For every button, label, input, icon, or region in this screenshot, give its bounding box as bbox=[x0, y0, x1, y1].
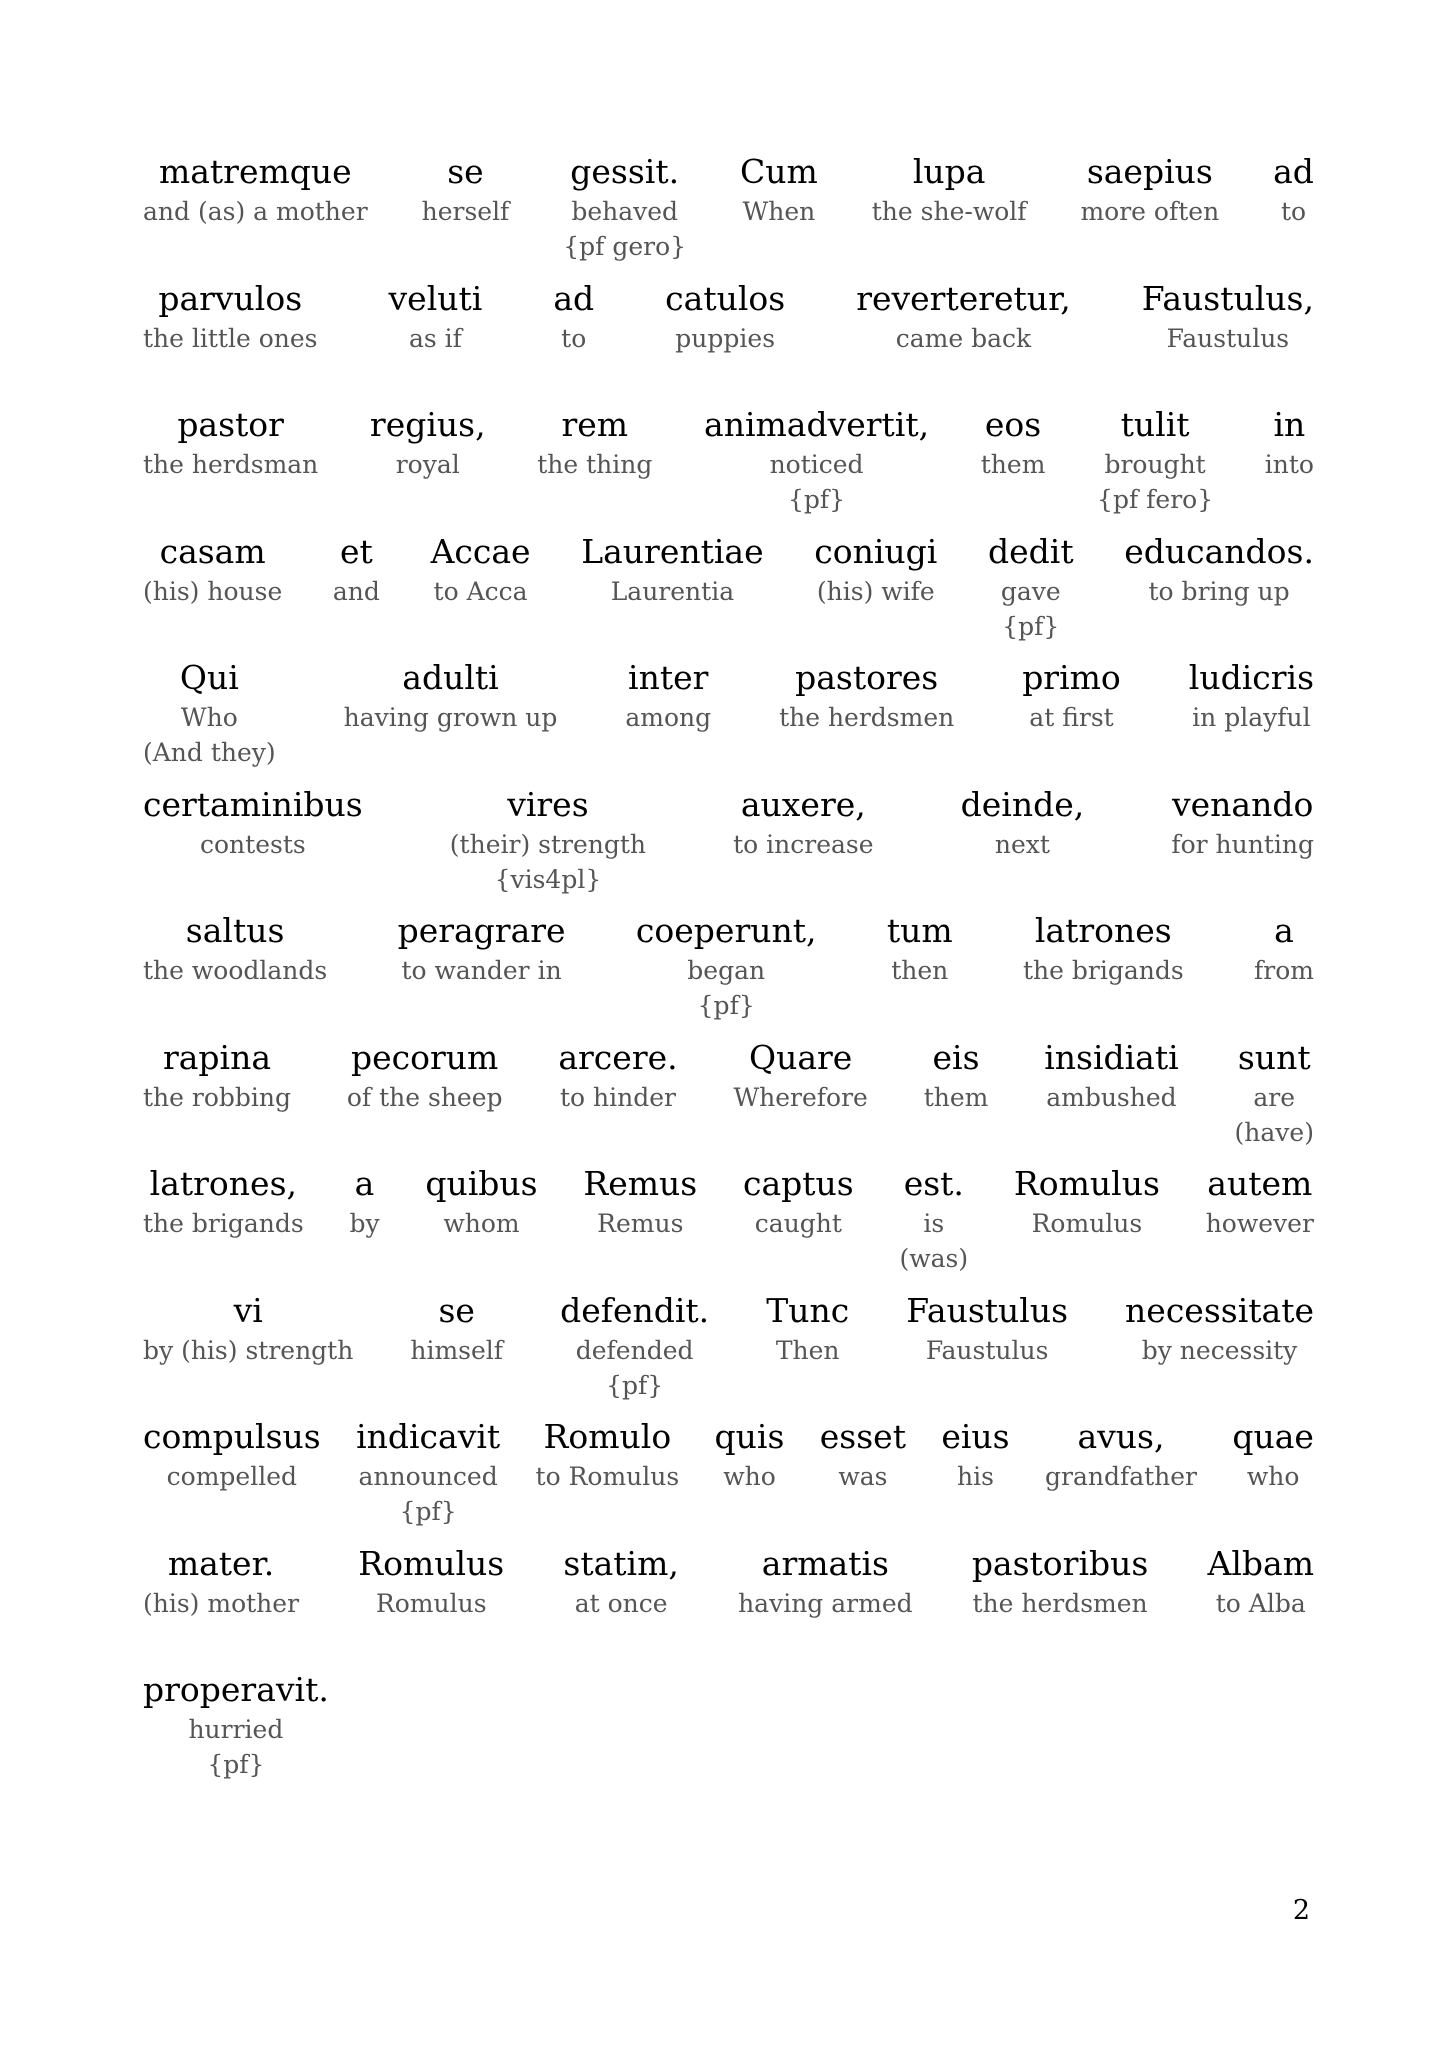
english-gloss: the woodlands bbox=[143, 956, 328, 985]
grammar-note: {pf} bbox=[399, 1497, 457, 1526]
interlinear-line bbox=[143, 909, 1314, 1023]
english-gloss: (his) mother bbox=[143, 1589, 300, 1618]
latin-word: in bbox=[1273, 405, 1306, 444]
latin-word: ad bbox=[553, 279, 595, 318]
english-gloss: the brigands bbox=[1022, 956, 1184, 985]
english-gloss: by bbox=[349, 1209, 380, 1238]
word-group bbox=[856, 277, 1071, 356]
latin-word: Faustulus, bbox=[1141, 279, 1314, 318]
english-gloss: from bbox=[1254, 956, 1314, 985]
latin-word: educandos. bbox=[1124, 532, 1314, 571]
latin-word: pastor bbox=[177, 405, 284, 444]
latin-word: Romulus bbox=[358, 1544, 505, 1583]
latin-word: inter bbox=[628, 658, 709, 697]
interlinear-line bbox=[143, 656, 1314, 770]
latin-word: arcere. bbox=[558, 1038, 678, 1077]
grammar-note: {pf} bbox=[606, 1371, 664, 1400]
latin-word: est. bbox=[903, 1164, 964, 1203]
grammar-note: {pf gero} bbox=[563, 232, 687, 261]
word-group bbox=[370, 403, 486, 482]
english-gloss: to Alba bbox=[1215, 1589, 1306, 1618]
english-gloss: having grown up bbox=[343, 703, 558, 732]
latin-word: pecorum bbox=[351, 1038, 499, 1077]
english-gloss: the thing bbox=[537, 450, 653, 479]
english-gloss: himself bbox=[410, 1336, 504, 1365]
interlinear-line bbox=[143, 1162, 1314, 1276]
latin-word: pastoribus bbox=[971, 1544, 1149, 1583]
english-gloss: grandfather bbox=[1044, 1462, 1197, 1491]
latin-word: a bbox=[1274, 911, 1294, 950]
interlinear-line bbox=[143, 403, 1314, 517]
word-group bbox=[704, 403, 929, 517]
english-gloss: Who bbox=[180, 703, 238, 732]
word-group bbox=[563, 1542, 678, 1621]
interlinear-line bbox=[143, 783, 1314, 897]
english-gloss: royal bbox=[395, 450, 460, 479]
english-gloss: among bbox=[625, 703, 712, 732]
word-group bbox=[972, 1542, 1149, 1621]
english-gloss: defended bbox=[575, 1336, 694, 1365]
grammar-note: {pf} bbox=[207, 1750, 265, 1779]
word-group bbox=[344, 656, 558, 735]
grammar-note: {pf} bbox=[788, 485, 846, 514]
latin-word: catulos bbox=[665, 279, 786, 318]
latin-word: a bbox=[354, 1164, 375, 1203]
word-group bbox=[1125, 1289, 1314, 1368]
word-group bbox=[988, 530, 1074, 644]
word-group bbox=[1171, 783, 1314, 862]
english-gloss: them bbox=[980, 450, 1046, 479]
word-group bbox=[583, 1162, 697, 1241]
word-group bbox=[733, 1036, 867, 1115]
word-group bbox=[1023, 909, 1184, 988]
latin-word: indicavit bbox=[356, 1417, 501, 1456]
grammar-note: {vis4pl} bbox=[494, 865, 602, 894]
word-group bbox=[563, 150, 686, 264]
interlinear-line bbox=[143, 1036, 1314, 1150]
english-gloss: at once bbox=[574, 1589, 668, 1618]
latin-word: animadvertit, bbox=[704, 405, 930, 444]
english-gloss: to increase bbox=[733, 830, 874, 859]
latin-word: autem bbox=[1207, 1164, 1313, 1203]
word-group bbox=[1235, 1036, 1314, 1150]
english-gloss: the brigands bbox=[143, 1209, 304, 1238]
word-group bbox=[1022, 656, 1121, 735]
english-gloss: next bbox=[994, 830, 1050, 859]
latin-word: dedit bbox=[988, 532, 1074, 571]
word-group bbox=[1232, 1415, 1314, 1494]
english-gloss: announced bbox=[358, 1462, 498, 1491]
word-group bbox=[425, 1162, 537, 1241]
word-group bbox=[558, 1036, 677, 1115]
word-group bbox=[665, 277, 785, 356]
word-group bbox=[900, 1162, 969, 1276]
english-gloss: to Acca bbox=[433, 577, 528, 606]
latin-word: Romulus bbox=[1013, 1164, 1160, 1203]
word-group bbox=[1097, 403, 1213, 517]
latin-word: quae bbox=[1232, 1417, 1314, 1456]
word-group bbox=[1254, 909, 1314, 988]
latin-word: venando bbox=[1171, 785, 1314, 824]
english-gloss: the robbing bbox=[143, 1083, 291, 1112]
latin-word: peragrare bbox=[397, 911, 566, 950]
latin-word: pastores bbox=[795, 658, 939, 697]
latin-word: Romulo bbox=[543, 1417, 672, 1456]
english-gloss: to Romulus bbox=[535, 1462, 680, 1491]
word-group bbox=[536, 1415, 680, 1494]
latin-word: eis bbox=[932, 1038, 980, 1077]
grammar-note: (And they) bbox=[143, 738, 276, 767]
interlinear-line bbox=[143, 1289, 1314, 1403]
word-group bbox=[450, 783, 646, 897]
word-group bbox=[431, 530, 531, 609]
word-group bbox=[1265, 403, 1314, 482]
word-group bbox=[537, 403, 652, 482]
english-gloss: was bbox=[838, 1462, 888, 1491]
latin-word: eos bbox=[984, 405, 1042, 444]
english-gloss: to bbox=[561, 324, 587, 353]
word-group bbox=[1044, 1036, 1178, 1115]
latin-word: mater. bbox=[167, 1544, 275, 1583]
english-gloss: the she-wolf bbox=[871, 197, 1027, 226]
latin-word: vi bbox=[233, 1291, 263, 1330]
latin-word: eius bbox=[941, 1417, 1010, 1456]
word-group bbox=[422, 150, 510, 229]
latin-word: quibus bbox=[425, 1164, 538, 1203]
english-gloss: came back bbox=[895, 324, 1032, 353]
english-gloss: herself bbox=[421, 197, 510, 226]
english-gloss: the herdsmen bbox=[972, 1589, 1148, 1618]
latin-word: deinde, bbox=[960, 785, 1085, 824]
word-group bbox=[1189, 656, 1314, 735]
latin-word: matremque bbox=[158, 152, 352, 191]
latin-word: Accae bbox=[430, 532, 531, 571]
english-gloss: who bbox=[1246, 1462, 1300, 1491]
english-gloss: caught bbox=[754, 1209, 842, 1238]
word-group bbox=[738, 1542, 913, 1621]
latin-word: auxere, bbox=[740, 785, 866, 824]
word-group bbox=[1142, 277, 1314, 356]
english-gloss: at first bbox=[1029, 703, 1114, 732]
latin-word: ad bbox=[1273, 152, 1314, 191]
english-gloss: and (as) a mother bbox=[143, 197, 368, 226]
english-gloss: Faustulus bbox=[1166, 324, 1290, 353]
english-gloss: to bring up bbox=[1148, 577, 1290, 606]
english-gloss: gave bbox=[1000, 577, 1061, 606]
english-gloss: compelled bbox=[166, 1462, 298, 1491]
english-gloss: behaved bbox=[571, 197, 679, 226]
word-group bbox=[398, 909, 566, 988]
word-group bbox=[1124, 530, 1314, 609]
word-group bbox=[743, 1162, 854, 1241]
latin-word: coeperunt, bbox=[635, 911, 817, 950]
latin-word: et bbox=[340, 532, 373, 571]
english-gloss: When bbox=[742, 197, 816, 226]
word-group bbox=[358, 1542, 504, 1621]
english-gloss: and bbox=[332, 577, 380, 606]
latin-word: captus bbox=[743, 1164, 854, 1203]
latin-word: gessit. bbox=[570, 152, 680, 191]
word-group bbox=[143, 1162, 304, 1241]
word-group bbox=[820, 1415, 906, 1494]
latin-word: Remus bbox=[583, 1164, 698, 1203]
word-group bbox=[924, 1036, 989, 1115]
latin-word: lupa bbox=[912, 152, 986, 191]
interlinear-line bbox=[143, 530, 1314, 644]
english-gloss: Remus bbox=[597, 1209, 684, 1238]
latin-word: statim, bbox=[563, 1544, 679, 1583]
english-gloss: the herdsmen bbox=[779, 703, 955, 732]
english-gloss: (his) house bbox=[143, 577, 283, 606]
latin-word: ludicris bbox=[1188, 658, 1314, 697]
latin-word: veluti bbox=[388, 279, 483, 318]
latin-word: latrones bbox=[1034, 911, 1172, 950]
latin-word: se bbox=[447, 152, 484, 191]
word-group bbox=[1273, 150, 1314, 229]
latin-word: Faustulus bbox=[906, 1291, 1069, 1330]
word-group bbox=[1014, 1162, 1160, 1241]
english-gloss: to wander in bbox=[401, 956, 562, 985]
latin-word: quis bbox=[714, 1417, 785, 1456]
latin-word: adulti bbox=[402, 658, 499, 697]
english-gloss: whom bbox=[443, 1209, 520, 1238]
english-gloss: in playful bbox=[1192, 703, 1311, 732]
latin-word: Cum bbox=[740, 152, 818, 191]
word-group bbox=[981, 403, 1046, 482]
latin-word: necessitate bbox=[1125, 1291, 1314, 1330]
interlinear-line bbox=[143, 1415, 1314, 1529]
word-group bbox=[143, 1415, 321, 1494]
english-gloss: the herdsman bbox=[143, 450, 319, 479]
latin-word: Laurentiae bbox=[581, 532, 764, 571]
word-group bbox=[553, 277, 594, 356]
latin-word: reverteretur, bbox=[856, 279, 1071, 318]
page-number: 2 bbox=[1292, 1895, 1310, 1926]
word-group bbox=[1206, 1162, 1314, 1241]
latin-word: coniugi bbox=[814, 532, 938, 571]
english-gloss: (his) wife bbox=[816, 577, 935, 606]
latin-word: regius, bbox=[369, 405, 486, 444]
english-gloss: who bbox=[723, 1462, 776, 1491]
english-gloss: for hunting bbox=[1171, 830, 1314, 859]
grammar-note: (have) bbox=[1234, 1118, 1314, 1147]
word-group bbox=[560, 1289, 709, 1403]
word-group bbox=[410, 1289, 503, 1368]
english-gloss: the little ones bbox=[143, 324, 318, 353]
english-gloss: noticed bbox=[769, 450, 864, 479]
english-gloss: to bbox=[1280, 197, 1307, 226]
interlinear-line bbox=[143, 150, 1314, 264]
latin-word: parvulos bbox=[158, 279, 303, 318]
english-gloss: more often bbox=[1080, 197, 1220, 226]
english-gloss: hurried bbox=[188, 1715, 284, 1744]
word-group bbox=[814, 530, 937, 609]
latin-word: tulit bbox=[1120, 405, 1190, 444]
latin-word: armatis bbox=[761, 1544, 889, 1583]
latin-word: saepius bbox=[1086, 152, 1213, 191]
latin-word: tum bbox=[886, 911, 953, 950]
english-gloss: Faustulus bbox=[925, 1336, 1049, 1365]
interlinear-line bbox=[143, 1668, 1314, 1782]
word-group bbox=[625, 656, 711, 735]
english-gloss: then bbox=[891, 956, 949, 985]
word-group bbox=[143, 783, 363, 862]
latin-word: se bbox=[438, 1291, 475, 1330]
english-gloss: them bbox=[923, 1083, 989, 1112]
latin-word: properavit. bbox=[143, 1670, 329, 1709]
word-group bbox=[636, 909, 817, 1023]
grammar-note: {pf} bbox=[1002, 612, 1060, 641]
word-group bbox=[143, 1036, 291, 1115]
latin-word: saltus bbox=[185, 911, 285, 950]
word-group bbox=[740, 150, 818, 229]
english-gloss: contests bbox=[200, 830, 306, 859]
word-group bbox=[887, 909, 953, 988]
latin-word: Qui bbox=[179, 658, 239, 697]
word-group bbox=[349, 1162, 379, 1241]
english-gloss: to hinder bbox=[559, 1083, 676, 1112]
word-group bbox=[389, 277, 483, 356]
latin-word: defendit. bbox=[560, 1291, 710, 1330]
word-group bbox=[733, 783, 873, 862]
word-group bbox=[1045, 1415, 1197, 1494]
english-gloss: Romulus bbox=[375, 1589, 487, 1618]
latin-word: compulsus bbox=[143, 1417, 321, 1456]
english-gloss: his bbox=[957, 1462, 994, 1491]
english-gloss: by necessity bbox=[1141, 1336, 1298, 1365]
latin-word: esset bbox=[819, 1417, 906, 1456]
english-gloss: are bbox=[1253, 1083, 1296, 1112]
word-group bbox=[143, 1542, 299, 1621]
grammar-note: {pf} bbox=[697, 991, 755, 1020]
word-group bbox=[766, 1289, 849, 1368]
english-gloss: brought bbox=[1104, 450, 1206, 479]
english-gloss: Then bbox=[775, 1336, 840, 1365]
word-group bbox=[872, 150, 1027, 229]
english-gloss: by (his) strength bbox=[143, 1336, 354, 1365]
latin-word: Quare bbox=[749, 1038, 853, 1077]
word-group bbox=[941, 1415, 1009, 1494]
word-group bbox=[1208, 1542, 1314, 1621]
english-gloss: puppies bbox=[675, 324, 776, 353]
latin-word: vires bbox=[507, 785, 589, 824]
word-group bbox=[1080, 150, 1219, 229]
latin-word: primo bbox=[1022, 658, 1121, 697]
english-gloss: however bbox=[1205, 1209, 1314, 1238]
word-group bbox=[143, 277, 318, 356]
english-gloss: into bbox=[1264, 450, 1314, 479]
latin-word: Tunc bbox=[766, 1291, 850, 1330]
word-group bbox=[143, 403, 318, 482]
word-group bbox=[779, 656, 954, 735]
latin-word: casam bbox=[159, 532, 266, 571]
english-gloss: began bbox=[687, 956, 766, 985]
latin-word: certaminibus bbox=[143, 785, 363, 824]
english-gloss: ambushed bbox=[1046, 1083, 1177, 1112]
english-gloss: (their) strength bbox=[449, 830, 647, 859]
word-group bbox=[715, 1415, 785, 1494]
english-gloss: as if bbox=[408, 324, 462, 353]
grammar-note: (was) bbox=[899, 1244, 969, 1273]
word-group bbox=[143, 656, 276, 770]
latin-word: rem bbox=[561, 405, 629, 444]
latin-word: rapina bbox=[162, 1038, 272, 1077]
word-group bbox=[143, 150, 368, 229]
word-group bbox=[356, 1415, 500, 1529]
word-group bbox=[143, 530, 282, 609]
word-group bbox=[143, 1668, 329, 1782]
latin-word: avus, bbox=[1077, 1417, 1165, 1456]
english-gloss: is bbox=[923, 1209, 945, 1238]
word-group bbox=[143, 1289, 353, 1368]
word-group bbox=[906, 1289, 1068, 1368]
english-gloss: Laurentia bbox=[610, 577, 735, 606]
latin-word: Albam bbox=[1207, 1544, 1314, 1583]
grammar-note: {pf fero} bbox=[1097, 485, 1214, 514]
latin-word: insidiati bbox=[1044, 1038, 1179, 1077]
word-group bbox=[347, 1036, 503, 1115]
word-group bbox=[961, 783, 1085, 862]
english-gloss: having armed bbox=[738, 1589, 913, 1618]
interlinear-line bbox=[143, 1542, 1314, 1621]
word-group bbox=[333, 530, 380, 609]
english-gloss: Wherefore bbox=[733, 1083, 868, 1112]
word-group bbox=[143, 909, 327, 988]
latin-word: sunt bbox=[1237, 1038, 1311, 1077]
english-gloss: of the sheep bbox=[346, 1083, 503, 1112]
english-gloss: Romulus bbox=[1031, 1209, 1143, 1238]
interlinear-line bbox=[143, 277, 1314, 356]
word-group bbox=[581, 530, 763, 609]
latin-word: latrones, bbox=[149, 1164, 298, 1203]
